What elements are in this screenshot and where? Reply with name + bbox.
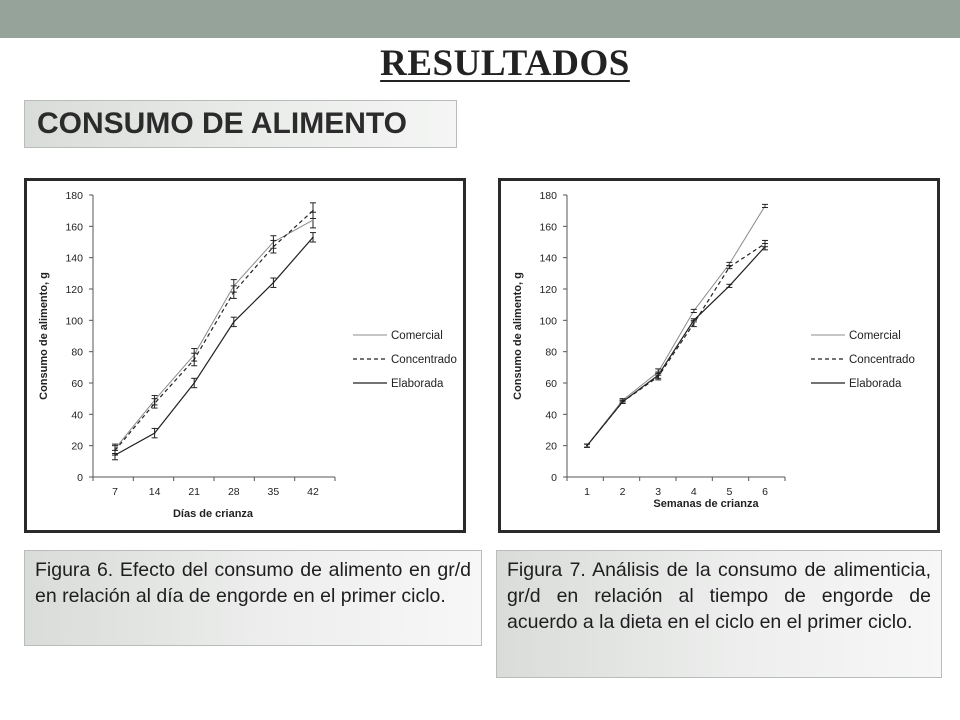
series-line-concentrado bbox=[115, 211, 313, 451]
data-point bbox=[193, 382, 195, 384]
legend-label: Concentrado bbox=[849, 354, 915, 366]
data-point bbox=[764, 246, 766, 248]
data-point bbox=[154, 403, 156, 405]
series-line-comercial bbox=[587, 206, 765, 446]
y-tick-label: 100 bbox=[65, 315, 83, 328]
section-title: CONSUMO DE ALIMENTO bbox=[37, 107, 408, 140]
x-tick-label: 28 bbox=[227, 486, 240, 498]
data-point bbox=[312, 210, 314, 212]
y-tick-label: 180 bbox=[65, 190, 83, 202]
x-tick-label: 2 bbox=[619, 486, 626, 498]
data-point bbox=[154, 432, 156, 434]
data-point bbox=[657, 374, 659, 376]
legend-label: Elaborada bbox=[849, 378, 902, 390]
x-tick-label: 3 bbox=[655, 486, 662, 498]
y-tick-label: 140 bbox=[539, 252, 557, 265]
x-axis-title: Semanas de crianza bbox=[653, 498, 759, 510]
section-header bbox=[24, 100, 457, 148]
y-axis-title: Consumo de alimento, g bbox=[38, 272, 50, 400]
data-point bbox=[312, 237, 314, 239]
legend-label: Concentrado bbox=[391, 354, 457, 366]
y-tick-label: 0 bbox=[551, 472, 557, 484]
y-tick-label: 120 bbox=[65, 284, 83, 296]
y-tick-label: 60 bbox=[545, 378, 557, 390]
data-point bbox=[114, 454, 116, 456]
caption-fig7: Figura 7. Análisis de la consumo de alimenticia, gr/d en relación al tiempo de engorde de acuerdo a la dieta en el ciclo en el primer ciclo. bbox=[496, 550, 942, 678]
data-point bbox=[622, 401, 624, 403]
y-tick-label: 80 bbox=[545, 346, 557, 359]
data-point bbox=[729, 285, 731, 287]
legend-label: Comercial bbox=[391, 330, 443, 342]
data-point bbox=[729, 266, 731, 268]
x-tick-label: 42 bbox=[307, 486, 319, 498]
y-tick-label: 140 bbox=[65, 252, 83, 265]
data-point bbox=[693, 323, 695, 325]
y-tick-label: 100 bbox=[539, 315, 557, 328]
data-point bbox=[312, 219, 314, 221]
chart-fig6 bbox=[27, 181, 463, 530]
chart-frame-fig6 bbox=[24, 178, 466, 533]
x-tick-label: 14 bbox=[148, 486, 161, 498]
y-tick-label: 0 bbox=[77, 472, 83, 484]
y-tick-label: 20 bbox=[71, 440, 83, 453]
series-line-concentrado bbox=[587, 244, 765, 446]
x-tick-label: 4 bbox=[690, 486, 697, 498]
data-point bbox=[273, 246, 275, 248]
data-point bbox=[273, 282, 275, 284]
x-tick-label: 35 bbox=[267, 486, 280, 498]
page-title-text: RESULTADOS bbox=[380, 43, 630, 84]
x-tick-label: 7 bbox=[112, 486, 118, 498]
y-tick-label: 40 bbox=[71, 409, 83, 422]
data-point bbox=[693, 320, 695, 322]
x-tick-label: 6 bbox=[762, 486, 768, 498]
x-tick-label: 5 bbox=[726, 486, 733, 498]
chart-frame-fig7 bbox=[498, 178, 940, 533]
caption-fig6: Figura 6. Efecto del consumo de alimento en gr/d en relación al día de engorde en el primer ciclo. bbox=[24, 550, 482, 646]
x-tick-label: 1 bbox=[584, 486, 590, 498]
page-title bbox=[0, 42, 960, 85]
x-tick-label: 21 bbox=[188, 486, 201, 498]
data-point bbox=[233, 321, 235, 323]
y-tick-label: 160 bbox=[65, 221, 83, 234]
x-axis-title: Días de crianza bbox=[172, 508, 254, 520]
top-banner bbox=[0, 0, 960, 38]
data-point bbox=[693, 310, 695, 312]
y-tick-label: 20 bbox=[545, 440, 557, 453]
y-tick-label: 180 bbox=[539, 190, 557, 202]
y-tick-label: 120 bbox=[539, 284, 557, 296]
y-tick-label: 160 bbox=[539, 221, 557, 234]
y-axis-title: Consumo de alimento, g bbox=[512, 272, 524, 400]
legend-label: Elaborada bbox=[391, 378, 444, 390]
y-tick-label: 40 bbox=[545, 409, 557, 422]
data-point bbox=[193, 359, 195, 361]
data-point bbox=[233, 291, 235, 293]
chart-fig7 bbox=[501, 181, 937, 530]
data-point bbox=[586, 445, 588, 447]
data-point bbox=[764, 205, 766, 207]
legend-label: Comercial bbox=[849, 330, 901, 342]
y-tick-label: 60 bbox=[71, 378, 83, 390]
series-line-comercial bbox=[115, 220, 313, 449]
data-point bbox=[729, 263, 731, 265]
series-line-elaborada bbox=[115, 237, 313, 455]
series-line-elaborada bbox=[587, 247, 765, 446]
y-tick-label: 80 bbox=[71, 346, 83, 359]
